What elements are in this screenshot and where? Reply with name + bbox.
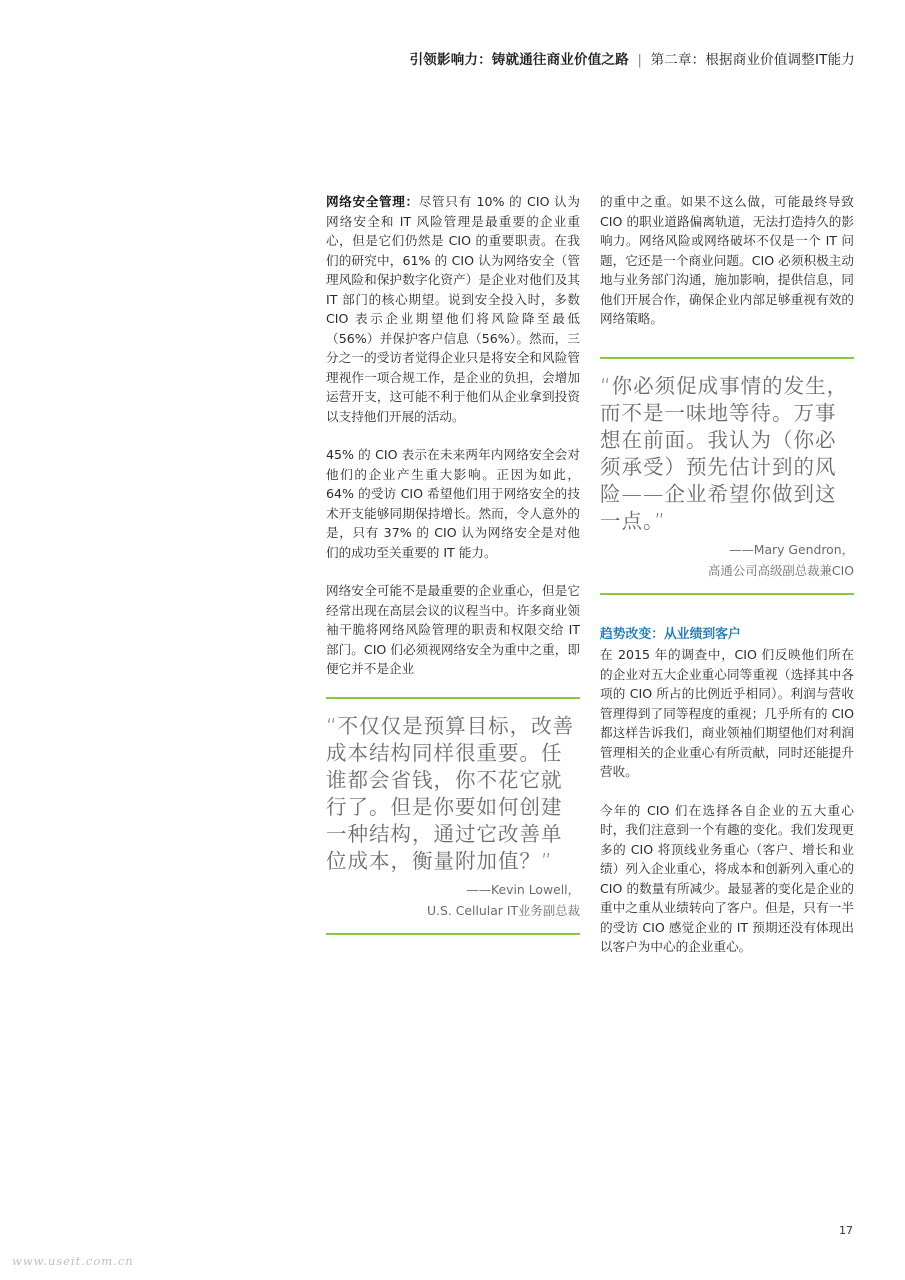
watermark: www.useit.com.cn — [12, 1254, 134, 1268]
running-header — [410, 48, 855, 68]
quote-author: ——Kevin Lowell， — [466, 881, 580, 897]
page-number: 17 — [839, 1224, 853, 1237]
paragraph-cyber-management — [326, 192, 580, 426]
header-separator: | — [637, 52, 643, 68]
pull-quote-gendron — [600, 357, 854, 595]
paragraph-body: 尽管只有 10% 的 CIO 认为网络安全和 IT 风险管理是最重要的企业重心，但是它们仍然是 CIO 的重要职责。在我们的研究中，61% 的 CIO 认为网络安全（管理风险和保护数字化资产）是企业对他们及其 IT 部门的核心期望。说到安全投入时，多数 CIO 表示企业期望他们将风险降至最低（56%）并保护客户信息（56%）。然而，三分之一的受访者觉得企业只是将安全和风险管理视作一项合规工作，是企业的负担，会增加运营开支，这可能不利于他们从企业拿到投资以支持他们开展的活动。 — [326, 194, 580, 424]
quote-author-title: U.S. Cellular IT业务副总裁 — [426, 902, 580, 918]
header-chapter: 第二章：根据商业价值调整IT能力 — [650, 52, 855, 68]
quote-author: ——Mary Gendron， — [728, 541, 854, 557]
paragraph-shift-to-customer: 今年的 CIO 们在选择各自企业的五大重心时，我们注意到一个有趣的变化。我们发现更多的 CIO 将顶线业务重心（客户、增长和业绩）列入企业重心，将成本和创新列入重心的 CIO 的数量有所减少。最显著的变化是企业的重中之重从业绩转向了客户。但是，只有一半的受访 CIO 感觉企业的 IT 预期还没有体现出以客户为中心的企业重心。 — [600, 802, 854, 954]
paragraph-2015-survey: 在 2015 年的调查中，CIO 们反映他们所在的企业对五大企业重心同等重视（选择其中各项的 CIO 所占的比例近乎相同）。利润与营收管理得到了同等程度的重视；几乎所有的 CIO 都这样告诉我们，商业领袖们期望他们对利润管理相关的企业重心有所贡献，同时还能提升营收。 — [600, 647, 854, 779]
paragraph-lead: 网络安全管理： — [326, 194, 419, 209]
quote-attribution — [600, 539, 854, 581]
left-column — [326, 192, 580, 935]
section-subheading: 趋势改变：从业绩到客户 — [600, 626, 741, 642]
pull-quote-lowell — [326, 697, 580, 935]
quote-text: “你必须促成事情的发生，而不是一味地等待。万事想在前面。我认为（你必须承受）预先估计到的风险——企业希望你做到这一点。” — [600, 373, 849, 533]
header-title: 引领影响力：铸就通往商业价值之路 — [409, 52, 629, 68]
quote-attribution — [326, 879, 580, 921]
right-column — [600, 192, 854, 957]
paragraph-cyber-impact: 45% 的 CIO 表示在未来两年内网络安全会对他们的企业产生重大影响。正因为如此，64% 的受访 CIO 希望他们用于网络安全的技术开支能够同期保持增长。然而，令人意外的是，只有 37% 的 CIO 认为网络安全是对他们的成功至关重要的 IT 能力。 — [326, 447, 580, 560]
quote-author-title: 高通公司高级副总裁兼CIO — [708, 562, 854, 578]
paragraph-cyber-priority: 网络安全可能不是最重要的企业重心，但是它经常出现在高层会议的议程当中。许多商业领袖干脆将网络风险管理的职责和权限交给 IT 部门。CIO 们必须视网络安全为重中之重，即便它并不是企业 — [326, 583, 580, 676]
paragraph-cyber-continued: 的重中之重。如果不这么做，可能最终导致 CIO 的职业道路偏离轨道，无法打造持久的影响力。网络风险或网络破坏不仅是一个 IT 问题，它还是一个商业问题。CIO 必须积极主动地与业务部门沟通，施加影响，提供信息，同他们开展合作，确保企业内部足够重视有效的网络策略。 — [600, 194, 854, 326]
quote-text: “不仅仅是预算目标，改善成本结构同样很重要。任谁都会省钱，你不花它就行了。但是你要如何创建一种结构，通过它改善单位成本，衡量附加值？” — [326, 713, 575, 873]
